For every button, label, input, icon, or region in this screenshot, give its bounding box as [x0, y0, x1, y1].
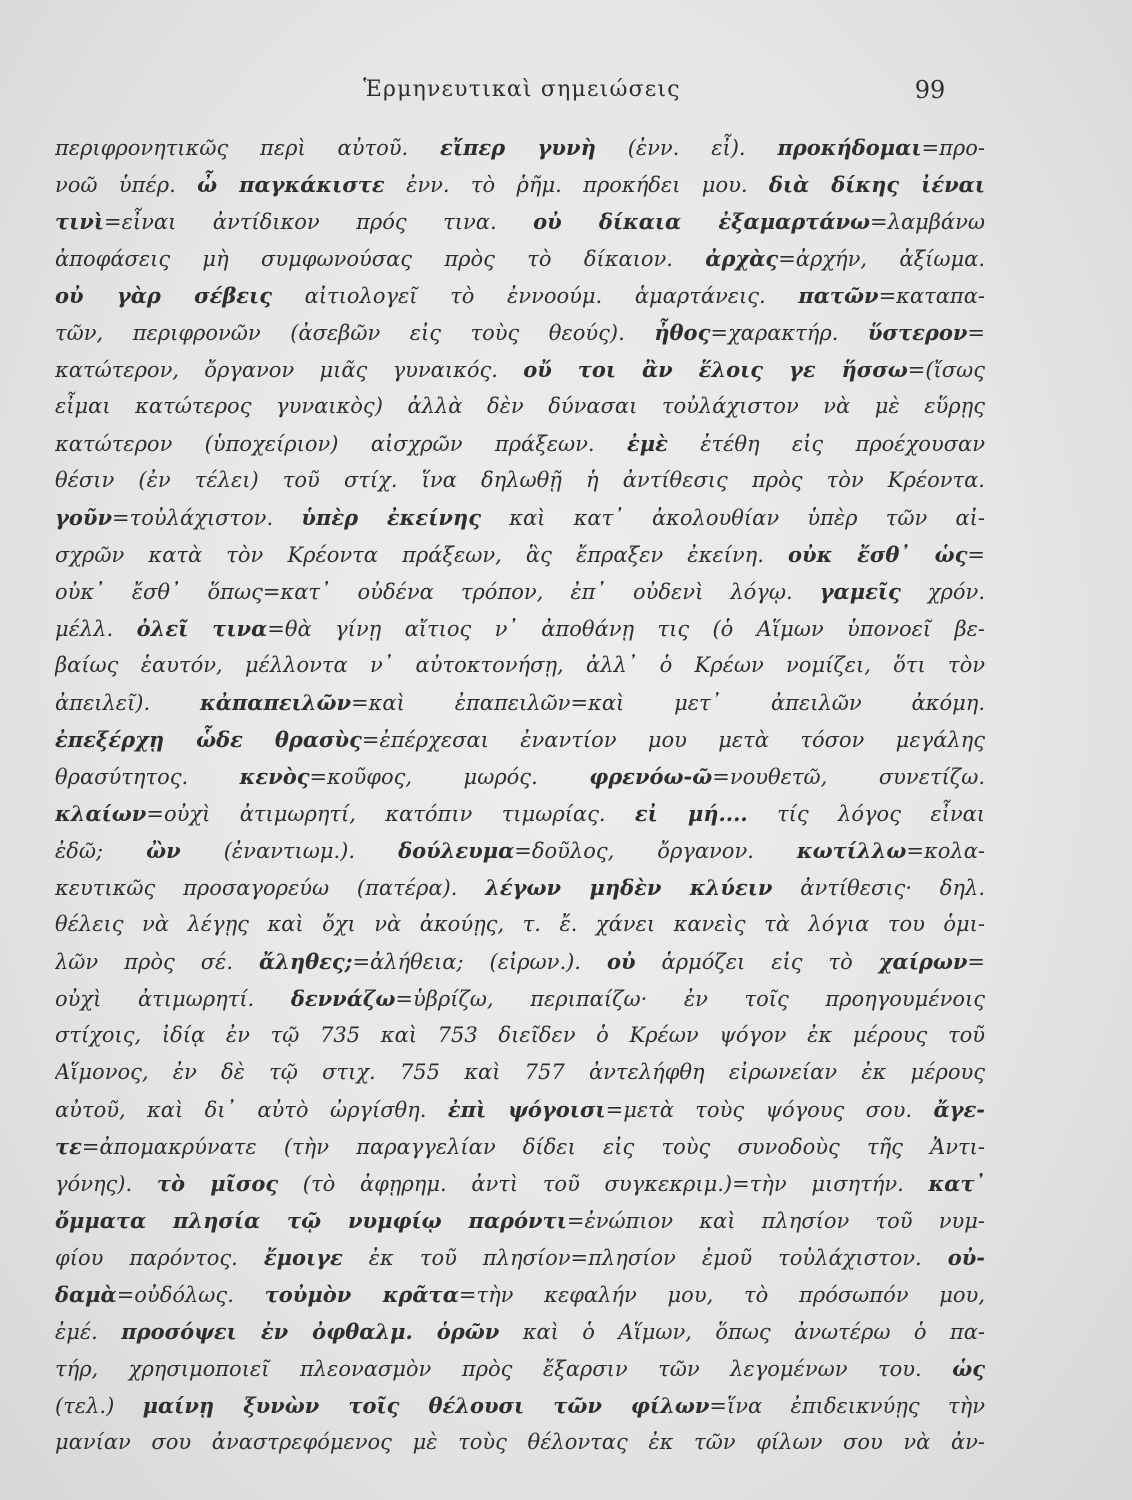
- gloss-text: οὐχὶ ἀτιμωρητί.: [55, 987, 291, 1011]
- text-line: [55, 906, 985, 943]
- text-line: [55, 1387, 985, 1424]
- text-line: [55, 388, 985, 425]
- page-number: 99: [914, 76, 946, 104]
- gloss-text: νοῶ ὑπέρ.: [55, 173, 198, 197]
- lemma-text: ἔμοιγε: [263, 1245, 343, 1270]
- gloss-text: =τὴν κεφαλήν μου, τὸ πρόσωπόν μου,: [458, 1283, 985, 1307]
- gloss-text: =ἀπομακρύνατε (τὴν παραγγελίαν δίδει εἰς τοὺς συνοδοὺς τῆς Ἀντι-: [81, 1135, 985, 1159]
- gloss-text: =: [967, 321, 985, 345]
- gloss-text: τήρ, χρησιμοποιεῖ πλεονασμὸν πρὸς ἔξαρσιν τῶν λεγομένων του.: [55, 1357, 953, 1381]
- text-line: [55, 1054, 985, 1091]
- gloss-text: μέλλ.: [55, 617, 137, 641]
- text-line: [55, 1424, 985, 1461]
- text-line: [55, 277, 985, 314]
- gloss-text: =τοὐλάχιστον.: [112, 506, 302, 530]
- lemma-text: εἴπερ γυνὴ: [440, 135, 596, 160]
- lemma-text: ἦθος: [654, 320, 711, 345]
- lemma-text: διὰ δίκης ἰέναι: [768, 172, 985, 197]
- gloss-text: ἐδῶ;: [55, 839, 147, 863]
- gloss-text: =(ἴσως: [907, 358, 985, 382]
- gloss-text: βαίως ἑαυτόν, μέλλοντα ν᾽ αὐτοκτονήσῃ, ἀλλ᾽ ὁ Κρέων νομίζει, ὅτι τὸν: [55, 653, 985, 677]
- gloss-text: =καὶ ἐπαπειλῶν=καὶ μετ᾽ ἀπειλῶν ἀκόμη.: [351, 691, 985, 715]
- lemma-text: ὑπὲρ ἐκείνης: [301, 505, 481, 530]
- gloss-text: =νουθετῶ, συνετίζω.: [712, 765, 985, 789]
- lemma-text: τινὶ: [55, 209, 105, 234]
- text-line: [55, 240, 985, 277]
- text-line: [55, 203, 985, 240]
- gloss-text: =μετὰ τοὺς ψόγους σου.: [605, 1098, 934, 1122]
- lemma-text: γοῦν: [55, 505, 113, 530]
- lemma-text: δούλευμα: [398, 838, 515, 863]
- lemma-text: οὐ: [606, 949, 636, 974]
- text-line: [55, 351, 985, 388]
- gloss-text: =οὐδόλως.: [116, 1283, 265, 1307]
- gloss-text: γόνης).: [55, 1172, 157, 1196]
- lemma-text: προκήδομαι: [777, 135, 922, 160]
- gloss-text: στίχοις, ἰδίᾳ ἐν τῷ 735 καὶ 753 διεῖδεν ὁ Κρέων ψόγον ἐκ μέρους τοῦ: [55, 1023, 985, 1047]
- gloss-text: (τὸ ἀφῃρημ. ἀντὶ τοῦ συγκεκριμ.)=τὴν μισητήν.: [278, 1172, 929, 1196]
- text-line: [55, 499, 985, 536]
- lemma-text: πατῶν: [798, 283, 879, 308]
- lemma-text: κἀπαπειλῶν: [200, 690, 352, 715]
- gloss-text: λῶν πρὸς σέ.: [55, 950, 259, 974]
- gloss-text: =: [967, 543, 985, 567]
- text-line: [55, 1017, 985, 1054]
- text-line: [55, 1128, 985, 1165]
- text-line: [55, 129, 985, 166]
- lemma-text: οὔ τοι ἂν ἕλοις γε ἥσσω: [523, 357, 908, 382]
- gloss-text: =θὰ γίνῃ αἴτιος ν᾽ ἀποθάνῃ τις (ὁ Αἵμων ὑπονοεῖ βε-: [267, 617, 985, 641]
- text-line: [55, 943, 985, 980]
- gloss-text: αὐτοῦ, καὶ δι᾽ αὐτὸ ὠργίσθη.: [55, 1098, 448, 1122]
- lemma-text: ὡς: [952, 1356, 985, 1381]
- text-line: [55, 573, 985, 610]
- running-head: [0, 72, 1132, 108]
- lemma-text: ἀρχὰς: [705, 246, 779, 271]
- lemma-text: οὐ-: [947, 1245, 985, 1270]
- text-line: [55, 1165, 985, 1202]
- gloss-text: θέλεις νὰ λέγῃς καὶ ὄχι νὰ ἀκούῃς, τ. ἔ. χάνει κανεὶς τὰ λόγια του ὁμι-: [55, 912, 985, 936]
- text-line: [55, 832, 985, 869]
- text-line: [55, 1091, 985, 1128]
- gloss-text: κατώτερον (ὑποχείριον) αἰσχρῶν πράξεων.: [55, 432, 627, 456]
- gloss-text: περιφρονητικῶς περὶ αὐτοῦ.: [55, 136, 441, 160]
- gloss-text: ἐμέ.: [55, 1320, 122, 1344]
- lemma-text: ὢν: [146, 838, 181, 863]
- lemma-text: μαίνῃ ξυνὼν τοῖς θέλουσι τῶν φίλων: [142, 1393, 710, 1418]
- lemma-text: οὐ γὰρ σέβεις: [55, 283, 272, 308]
- gloss-text: θέσιν (ἐν τέλει) τοῦ στίχ. ἵνα δηλωθῇ ἡ ἀντίθεσις πρὸς τὸν Κρέοντα.: [55, 468, 985, 492]
- text-line: [55, 166, 985, 203]
- lemma-text: ὕστερον: [867, 320, 968, 345]
- gloss-text: ἀποφάσεις μὴ συμφωνούσας πρὸς τὸ δίκαιον.: [55, 247, 706, 271]
- text-line: [55, 1202, 985, 1239]
- gloss-text: σχρῶν κατὰ τὸν Κρέοντα πράξεων, ἃς ἔπραξεν ἐκείνη.: [55, 543, 788, 567]
- lemma-text: δαμὰ: [55, 1282, 117, 1307]
- lemma-text: γαμεῖς: [819, 579, 901, 604]
- lemma-text: εἰ μή....: [634, 801, 748, 826]
- gloss-text: κευτικῶς προσαγορεύω (πατέρα).: [55, 876, 486, 900]
- gloss-text: μανίαν σου ἀναστρεφόμενος μὲ τοὺς θέλοντας ἐκ τῶν φίλων σου νὰ ἀν-: [55, 1430, 985, 1454]
- lemma-text: ἐπὶ ψόγοισι: [447, 1097, 606, 1122]
- text-line: [55, 758, 985, 795]
- gloss-text: =ἀρχήν, ἀξίωμα.: [778, 247, 985, 271]
- lemma-text: ἄγε-: [933, 1097, 985, 1122]
- gloss-text: =κολα-: [906, 839, 985, 863]
- gloss-text: =καταπα-: [878, 284, 985, 308]
- gloss-text: ἁρμόζει εἰς τὸ: [635, 950, 879, 974]
- lemma-text: οὐ δίκαια ἐξαμαρτάνω: [533, 209, 871, 234]
- text-line: [55, 980, 985, 1017]
- lemma-text: τὸ μῖσος: [156, 1171, 279, 1196]
- gloss-text: =εἶναι ἀντίδικον πρός τινα.: [104, 210, 534, 234]
- lemma-text: κωτίλλω: [796, 838, 907, 863]
- gloss-text: εἶμαι κατώτερος γυναικὸς) ἀλλὰ δὲν δύνασαι τοὐλάχιστον νὰ μὲ εὕρῃς: [55, 394, 985, 418]
- text-line: [55, 795, 985, 832]
- gloss-text: =χαρακτήρ.: [710, 321, 868, 345]
- gloss-text: ἀπειλεῖ).: [55, 691, 201, 715]
- lemma-text: τε: [55, 1134, 82, 1159]
- text-line: [55, 1239, 985, 1276]
- lemma-text: δεννάζω: [290, 986, 396, 1011]
- text-line: [55, 1350, 985, 1387]
- gloss-text: τίς λόγος εἶναι: [747, 802, 985, 826]
- gloss-text: ἐτέθη εἰς προέχουσαν: [667, 432, 985, 456]
- gloss-text: =οὐχὶ ἀτιμωρητί, κατόπιν τιμωρίας.: [146, 802, 635, 826]
- gloss-text: =λαμβάνω: [870, 210, 985, 234]
- text-line: [55, 684, 985, 721]
- text-line: [55, 647, 985, 684]
- gloss-text: =: [967, 950, 985, 974]
- text-line: [55, 721, 985, 758]
- lemma-text: κατ᾽: [928, 1171, 985, 1196]
- gloss-text: =ἐπέρχεσαι ἐναντίον μου μετὰ τόσον μεγάλης: [361, 728, 985, 752]
- gloss-text: (ἐναντιωμ.).: [180, 839, 399, 863]
- gloss-text: ἐνν. τὸ ῥῆμ. προκήδει μου.: [384, 173, 769, 197]
- text-line: [55, 1276, 985, 1313]
- commentary-text: [55, 129, 985, 1461]
- lemma-text: ἄληθες;: [258, 949, 353, 974]
- lemma-text: χαίρων: [878, 949, 968, 974]
- text-line: [55, 425, 985, 462]
- lemma-text: τοὐμὸν κρᾶτα: [264, 1282, 459, 1307]
- text-line: [55, 314, 985, 351]
- lemma-text: ὄμματα πλησία τῷ νυμφίῳ παρόντι: [55, 1208, 567, 1233]
- gloss-text: οὐκ᾽ ἔσθ᾽ ὅπως=κατ᾽ οὐδένα τρόπον, ἐπ᾽ οὐδενὶ λόγῳ.: [55, 580, 820, 604]
- gloss-text: καὶ ὁ Αἵμων, ὅπως ἀνωτέρω ὁ πα-: [499, 1320, 985, 1344]
- text-line: [55, 536, 985, 573]
- gloss-text: =ἐνώπιον καὶ πλησίον τοῦ νυμ-: [566, 1209, 985, 1233]
- lemma-text: κλαίων: [55, 801, 147, 826]
- text-line: [55, 1313, 985, 1350]
- lemma-text: φρενόω-ῶ: [589, 764, 713, 789]
- gloss-text: (τελ.): [55, 1394, 143, 1418]
- gloss-text: κατώτερον, ὄργανον μιᾶς γυναικός.: [55, 358, 524, 382]
- gloss-text: φίου παρόντος.: [55, 1246, 264, 1270]
- lemma-text: ὦ παγκάκιστε: [197, 172, 385, 197]
- gloss-text: ἐκ τοῦ πλησίον=πλησίον ἐμοῦ τοὐλάχιστον.: [342, 1246, 948, 1270]
- gloss-text: χρόν.: [900, 580, 985, 604]
- lemma-text: λέγων μηδὲν κλύειν: [485, 875, 773, 900]
- lemma-text: ἐπεξέρχῃ ὧδε θρασὺς: [55, 727, 362, 752]
- gloss-text: (ἐνν. εἶ).: [595, 136, 778, 160]
- lemma-text: οὐκ ἔσθ᾽ ὡς: [788, 542, 968, 567]
- text-line: [55, 610, 985, 647]
- lemma-text: ἐμὲ: [626, 431, 668, 456]
- lemma-text: ὀλεῖ τινα: [136, 616, 268, 641]
- gloss-text: =ὑβρίζω, περιπαίζω· ἐν τοῖς προηγουμένοις: [395, 987, 985, 1011]
- gloss-text: =δοῦλος, ὄργανον.: [514, 839, 797, 863]
- text-line: [55, 869, 985, 906]
- gloss-text: =κοῦφος, μωρός.: [309, 765, 590, 789]
- gloss-text: αἰτιολογεῖ τὸ ἐννοούμ. ἁμαρτάνεις.: [272, 284, 799, 308]
- lemma-text: κενὸς: [239, 764, 310, 789]
- text-line: [55, 462, 985, 499]
- gloss-text: =ἵνα ἐπιδεικνύῃς τὴν: [709, 1394, 985, 1418]
- gloss-text: καὶ κατ᾽ ἀκολουθίαν ὑπὲρ τῶν αἰ-: [480, 506, 985, 530]
- gloss-text: =ἀλήθεια; (εἰρων.).: [352, 950, 607, 974]
- gloss-text: =προ-: [921, 136, 985, 160]
- lemma-text: προσόψει ἐν ὀφθαλμ. ὁρῶν: [121, 1319, 500, 1344]
- gloss-text: Αἵμονος, ἐν δὲ τῷ στιχ. 755 καὶ 757 ἀντελήφθη εἰρωνείαν ἐκ μέρους: [55, 1060, 985, 1084]
- running-head-title: Ἑρμηνευτικαὶ σημειώσεις: [363, 77, 681, 102]
- gloss-text: ἀντίθεσις· δηλ.: [772, 876, 985, 900]
- gloss-text: τῶν, περιφρονῶν (ἀσεβῶν εἰς τοὺς θεούς).: [55, 321, 655, 345]
- gloss-text: θρασύτητος.: [55, 765, 240, 789]
